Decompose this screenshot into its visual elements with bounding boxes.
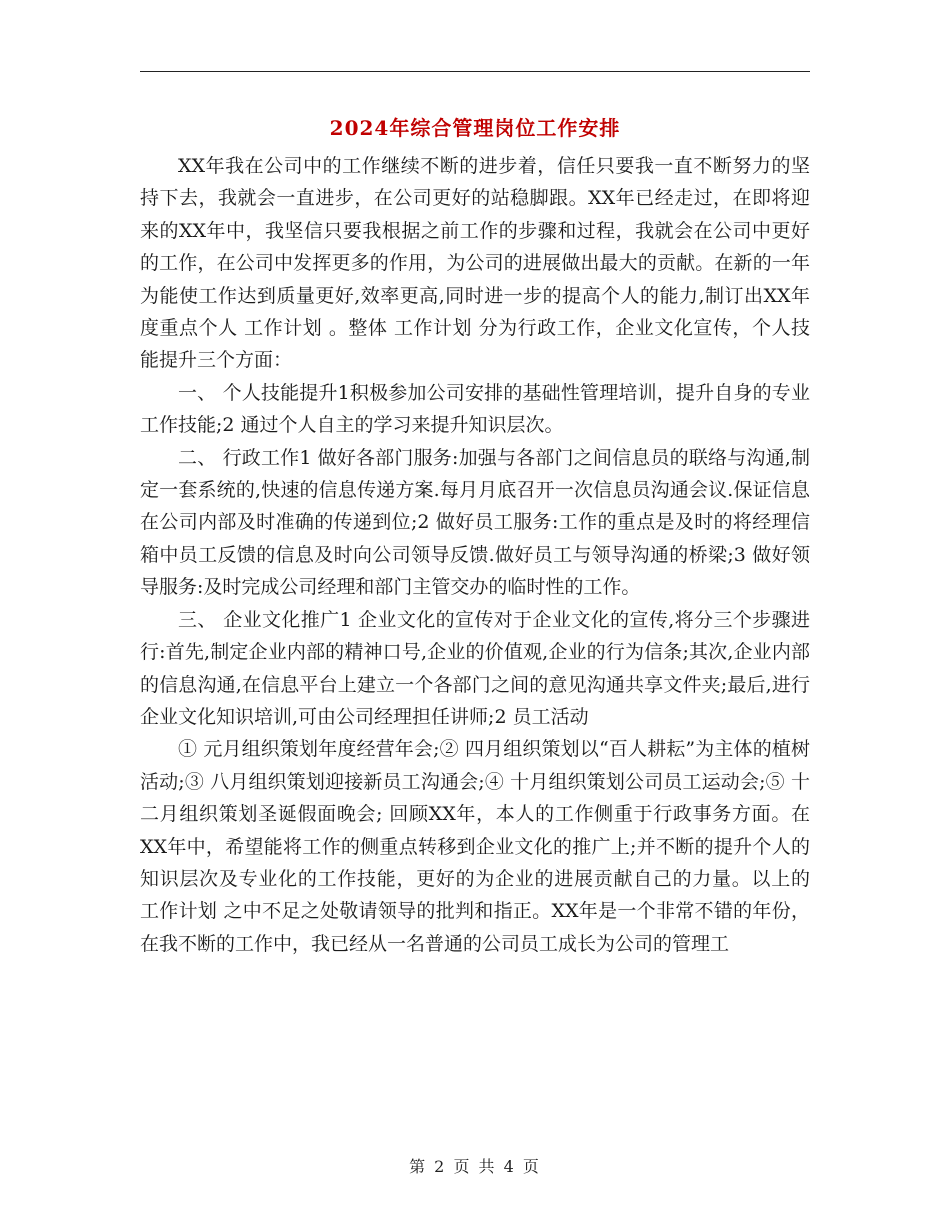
header-rule xyxy=(140,71,810,72)
document-body xyxy=(140,150,810,960)
paragraph-section-1: 一、 个人技能提升1积极参加公司安排的基础性管理培训，提升自身的专业工作技能;2 通过个人自主的学习来提升知识层次。 xyxy=(140,381,810,437)
paragraph-section-3: 三、 企业文化推广1 企业文化的宣传对于企业文化的宣传,将分三个步骤进行:首先,制定企业内部的精神口号,企业的价值观,企业的行为信条;其次,企业内部的信息沟通,在信息平台上建立一个各部门之间的意见沟通共享文件夹;最后,进行企业文化知识培训,可由公司经理担任讲师;2 员工活动 xyxy=(140,608,810,728)
page-number-footer: 第 2 页 共 4 页 xyxy=(409,1157,541,1176)
document-title: 2024年综合管理岗位工作安排 xyxy=(329,116,621,140)
paragraph-section-2: 二、 行政工作1 做好各部门服务:加强与各部门之间信息员的联络与沟通,制定一套系统的,快速的信息传递方案.每月月底召开一次信息员沟通会议.保证信息在公司内部及时准确的传递到位;2 做好员工服务:工作的重点是及时的将经理信箱中员工反馈的信息及时向公司领导反馈.做好员工与领导沟通的桥梁;3 做好领导服务:及时完成公司经理和部门主管交办的临时性的工作。 xyxy=(140,446,810,599)
paragraph-activities: ① 元月组织策划年度经营年会;② 四月组织策划以“百人耕耘”为主体的植树活动;③ 八月组织策划迎接新员工沟通会;④ 十月组织策划公司员工运动会;⑤ 十二月组织策划圣诞假面晚会; 回顾XX年，本人的工作侧重于行政事务方面。在XX年中，希望能将工作的侧重点转移到企业文化的推广上;并不断的提升个人的知识层次及专业化的工作技能，更好的为企业的进展贡献自己的力量。以上的 工作计划 之中不足之处敬请领导的批判和指正。XX年是一个非常不错的年份，在我不断的工作中，我已经从一名普通的公司员工成长为公司的管理工 xyxy=(140,738,810,955)
paragraph-intro: XX年我在公司中的工作继续不断的进步着，信任只要我一直不断努力的坚持下去，我就会一直进步，在公司更好的站稳脚跟。XX年已经走过，在即将迎来的XX年中，我坚信只要我根据之前工作的步骤和过程，我就会在公司中更好的工作，在公司中发挥更多的作用，为公司的进展做出最大的贡献。在新的一年为能使工作达到质量更好,效率更高,同时进一步的提高个人的能力,制订出XX年度重点个人 工作计划 。整体 工作计划 分为行政工作，企业文化宣传，个人技能提升三个方面： xyxy=(140,155,810,372)
